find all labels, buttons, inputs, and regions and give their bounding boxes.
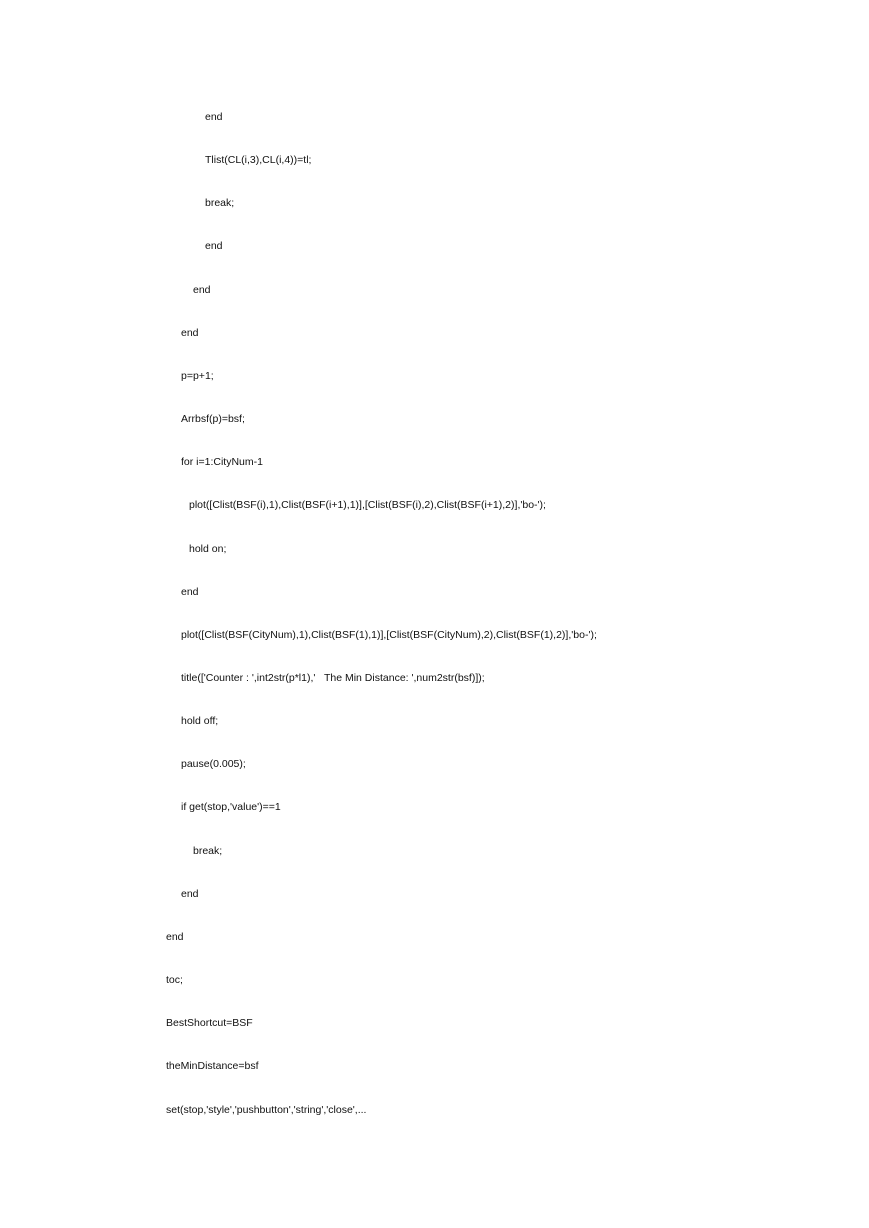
code-line: end <box>181 327 199 339</box>
code-line: theMinDistance=bsf <box>166 1060 259 1072</box>
code-line: plot([Clist(BSF(CityNum),1),Clist(BSF(1),1)],[Clist(BSF(CityNum),2),Clist(BSF(1),2)],'bo-'); <box>181 629 597 641</box>
code-line: end <box>193 284 211 296</box>
code-line: set(stop,'style','pushbutton','string','close',... <box>166 1104 367 1116</box>
code-line: end <box>205 111 223 123</box>
code-line: end <box>181 888 199 900</box>
code-line: if get(stop,'value')==1 <box>181 801 281 813</box>
code-line: for i=1:CityNum-1 <box>181 456 263 468</box>
code-line: end <box>166 931 184 943</box>
code-line: title(['Counter : ',int2str(p*l1),' The Min Distance: ',num2str(bsf)]); <box>181 672 485 684</box>
code-line: hold on; <box>189 543 227 555</box>
code-line: break; <box>193 845 223 857</box>
code-line: pause(0.005); <box>181 758 246 770</box>
code-line: break; <box>205 197 235 209</box>
code-line: toc; <box>166 974 183 986</box>
code-line: Arrbsf(p)=bsf; <box>181 413 245 425</box>
code-line: BestShortcut=BSF <box>166 1017 253 1029</box>
code-line: end <box>205 240 223 252</box>
code-line: p=p+1; <box>181 370 214 382</box>
code-line: end <box>181 586 199 598</box>
code-line: Tlist(CL(i,3),CL(i,4))=tl; <box>205 154 312 166</box>
code-line: plot([Clist(BSF(i),1),Clist(BSF(i+1),1)],[Clist(BSF(i),2),Clist(BSF(i+1),2)],'bo-'); <box>189 499 546 511</box>
code-line: hold off; <box>181 715 219 727</box>
